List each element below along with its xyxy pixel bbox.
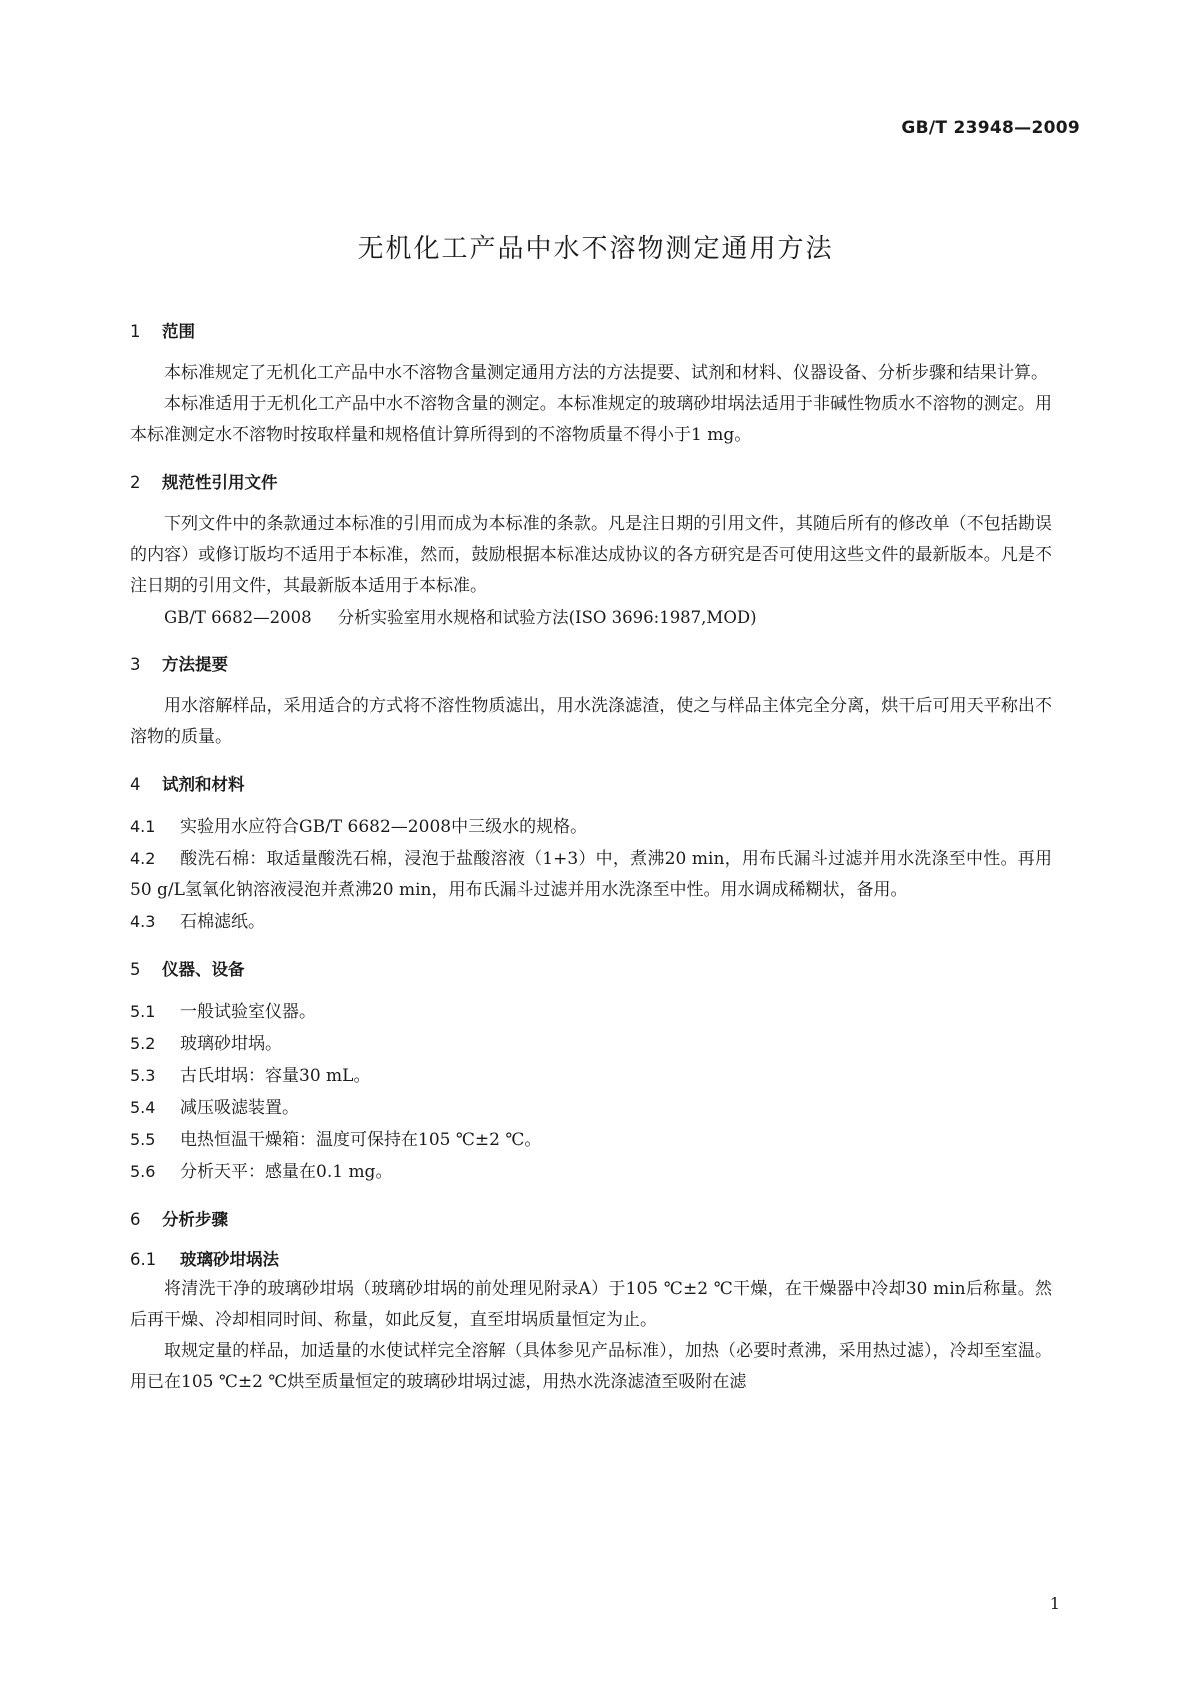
- clause-item: [130, 1028, 1052, 1060]
- section-2-heading: [130, 469, 1052, 497]
- clause-item: [130, 1092, 1052, 1124]
- section-number: 4: [130, 775, 141, 794]
- clause-text: 实验用水应符合GB/T 6682—2008中三级水的规格。: [180, 817, 588, 837]
- clause-text: 减压吸滤装置。: [180, 1098, 299, 1118]
- section-3-heading: [130, 651, 1052, 679]
- clause-item: [130, 996, 1052, 1028]
- clause-number: 5.2: [130, 1034, 156, 1053]
- clause-item: [130, 1060, 1052, 1092]
- section-title: 仪器、设备: [162, 960, 245, 979]
- section-6-heading: [130, 1206, 1052, 1234]
- clause-text: 一般试验室仪器。: [180, 1002, 316, 1022]
- section-1-heading: [130, 318, 1052, 346]
- clause-item: [130, 906, 1052, 938]
- clause-text: 分析天平：感量在0.1 mg。: [180, 1162, 393, 1182]
- paragraph: 本标准规定了无机化工产品中水不溶物含量测定通用方法的方法提要、试剂和材料、仪器设备、分析步骤和结果计算。: [164, 363, 1048, 383]
- section-number: 3: [130, 655, 141, 674]
- clause-text: 古氏坩埚：容量30 mL。: [180, 1066, 371, 1086]
- standard-code: GB/T 23948—2009: [901, 118, 1080, 138]
- section-4-heading: [130, 771, 1052, 799]
- section-title: 试剂和材料: [162, 775, 245, 794]
- document-body: [130, 318, 1052, 1398]
- clause-text: 电热恒温干燥箱：温度可保持在105 ℃±2 ℃。: [180, 1130, 542, 1150]
- section-5-heading: [130, 956, 1052, 984]
- clause-item: [130, 811, 1052, 843]
- section-number: 2: [130, 473, 141, 492]
- clause-text: 玻璃砂坩埚。: [180, 1034, 282, 1054]
- clause-text: 酸洗石棉：取适量酸洗石棉，浸泡于盐酸溶液（1+3）中，煮沸20 min，用布氏漏斗过滤并用水洗涤至中性。再用50 g/L氢氧化钠溶液浸泡并煮沸20 min，用布氏漏斗过滤并用水洗涤至中性。用水调成稀糊状，备用。: [130, 849, 1052, 900]
- normative-reference: [130, 602, 1052, 633]
- clause-number: 4.3: [130, 912, 156, 931]
- section-number: 5: [130, 960, 141, 979]
- clause-number: 4.2: [130, 849, 156, 868]
- paragraph: 本标准适用于无机化工产品中水不溶物含量的测定。本标准规定的玻璃砂坩埚法适用于非碱性物质水不溶物的测定。用本标准测定水不溶物时按取样量和规格值计算所得到的不溶物质量不得小于1 mg。: [130, 394, 1052, 445]
- clause-item: [130, 1124, 1052, 1156]
- section-title: 分析步骤: [162, 1210, 228, 1229]
- section-title: 规范性引用文件: [162, 473, 278, 492]
- clause-number: 5.6: [130, 1162, 156, 1181]
- subsection-number: 6.1: [130, 1250, 157, 1269]
- document-title: 无机化工产品中水不溶物测定通用方法: [357, 234, 834, 264]
- section-title: 方法提要: [162, 655, 228, 674]
- subsection-title: 玻璃砂坩埚法: [180, 1250, 279, 1269]
- clause-number: 5.4: [130, 1098, 156, 1117]
- clause-number: 5.3: [130, 1066, 156, 1085]
- clause-item: [130, 1156, 1052, 1188]
- paragraph: 将清洗干净的玻璃砂坩埚（玻璃砂坩埚的前处理见附录A）于105 ℃±2 ℃干燥，在干燥器中冷却30 min后称量。然后再干燥、冷却相同时间、称量，如此反复，直至坩埚质量恒定为止。: [130, 1279, 1052, 1330]
- section-number: 6: [130, 1210, 141, 1229]
- clause-number: 5.1: [130, 1002, 156, 1021]
- paragraph: 用水溶解样品，采用适合的方式将不溶性物质滤出，用水洗涤滤渣，使之与样品主体完全分离，烘干后可用天平称出不溶物的质量。: [130, 696, 1052, 747]
- reference-code: GB/T 6682—2008: [164, 608, 312, 627]
- clause-number: 5.5: [130, 1130, 156, 1149]
- clause-text: 石棉滤纸。: [180, 912, 265, 932]
- clause-number: 4.1: [130, 817, 156, 836]
- paragraph: 取规定量的样品，加适量的水使试样完全溶解（具体参见产品标准），加热（必要时煮沸，采用热过滤），冷却至室温。用已在105 ℃±2 ℃烘至质量恒定的玻璃砂坩埚过滤，用热水洗涤滤渣至吸附在滤: [130, 1341, 1052, 1392]
- page-number: 1: [1049, 1594, 1060, 1613]
- section-number: 1: [130, 322, 141, 341]
- reference-title: 分析实验室用水规格和试验方法(ISO 3696:1987,MOD): [337, 608, 757, 627]
- clause-item: [130, 843, 1052, 906]
- paragraph: 下列文件中的条款通过本标准的引用而成为本标准的条款。凡是注日期的引用文件，其随后所有的修改单（不包括勘误的内容）或修订版均不适用于本标准，然而，鼓励根据本标准达成协议的各方研究是否可使用这些文件的最新版本。凡是不注日期的引用文件，其最新版本适用于本标准。: [130, 514, 1052, 596]
- section-title: 范围: [162, 322, 195, 341]
- subsection-6-1-heading: [130, 1246, 1052, 1274]
